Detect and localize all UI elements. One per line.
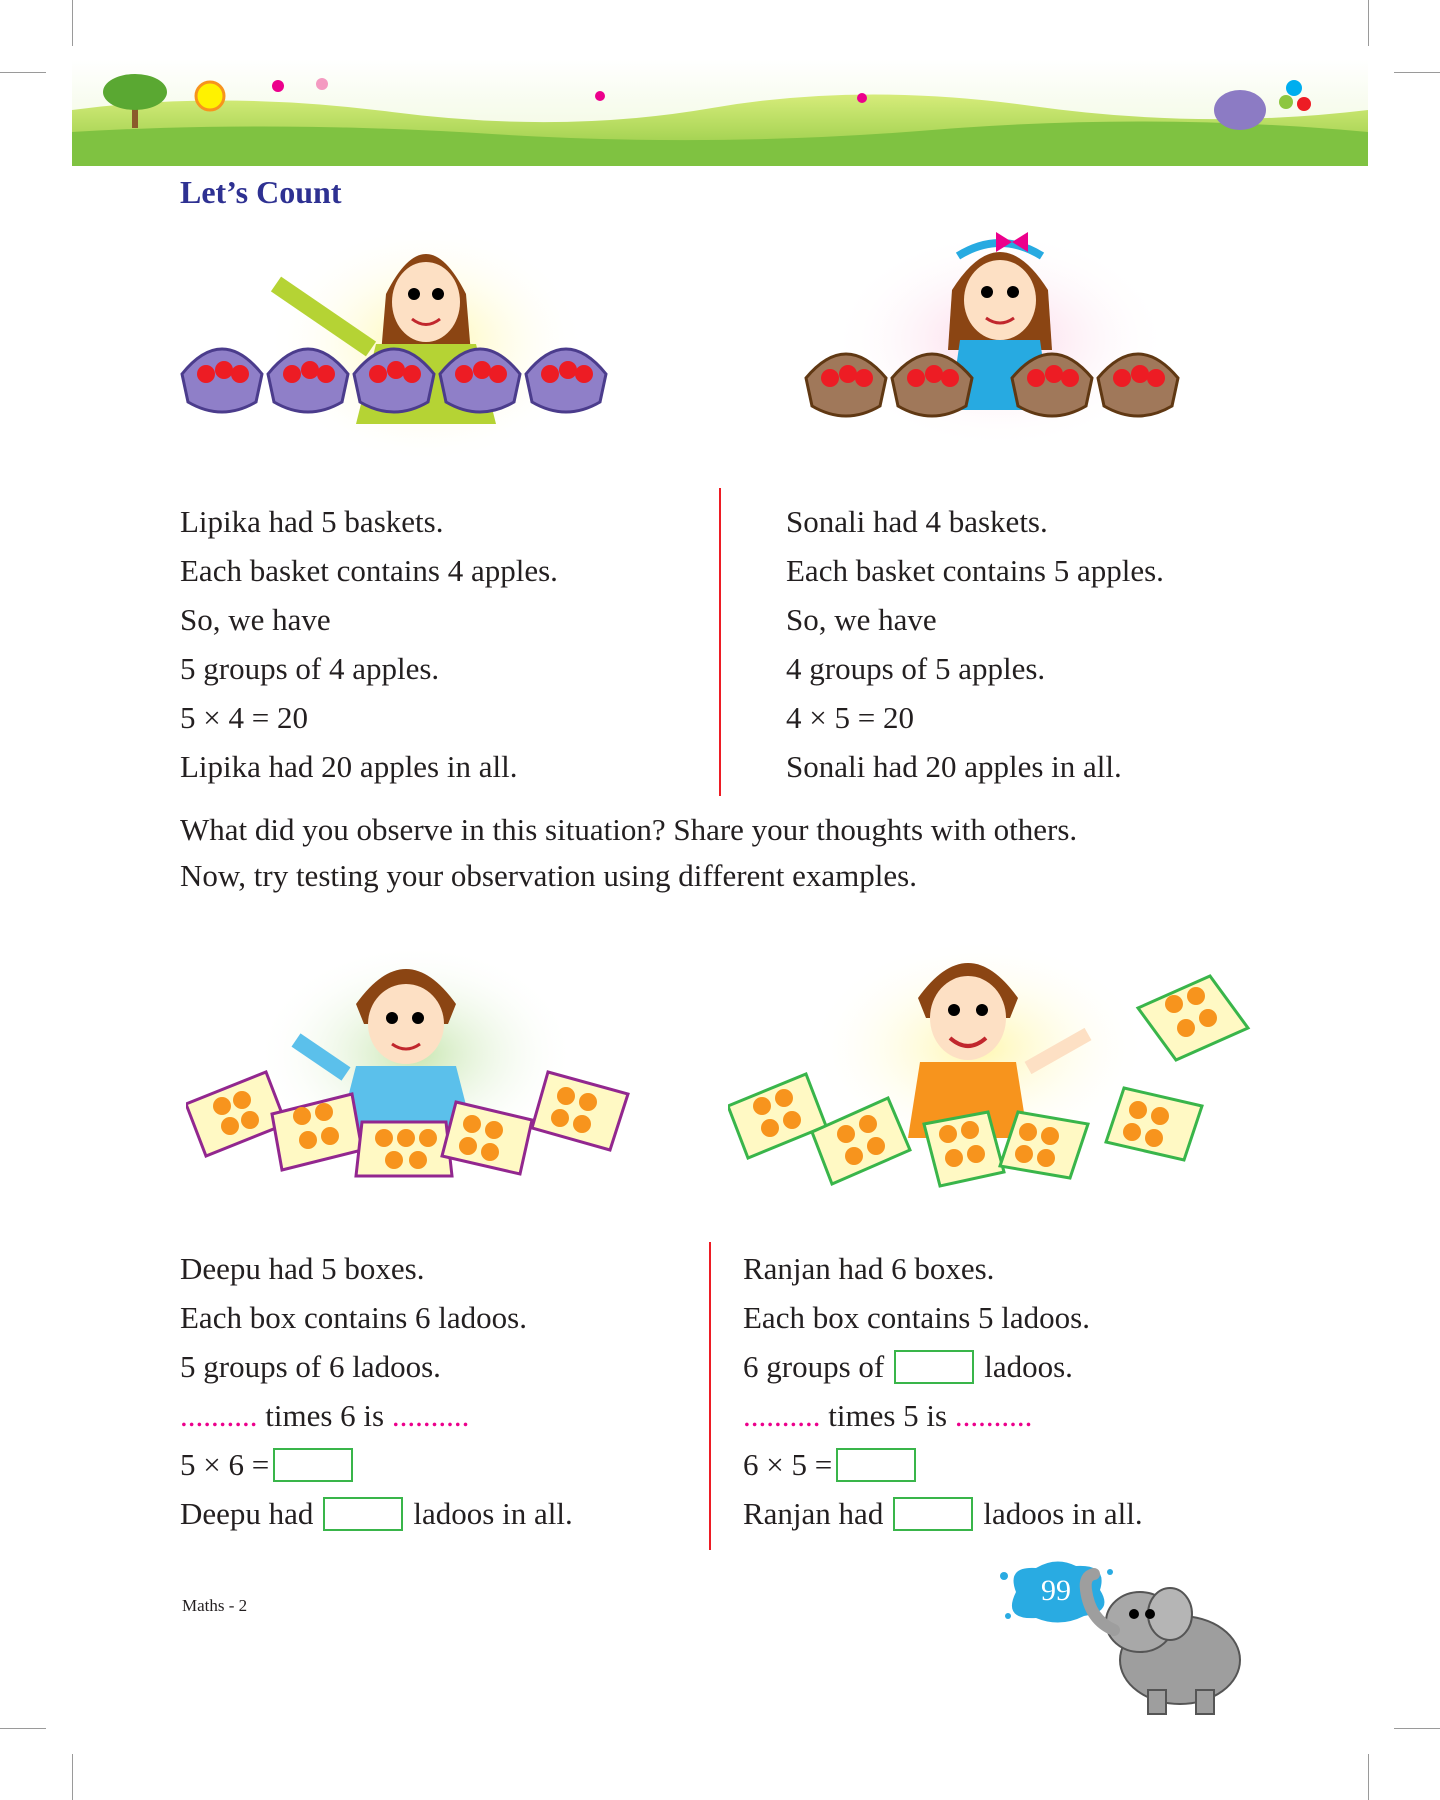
- text-line: 5 × 4 = 20: [180, 700, 308, 735]
- sonali-illustration: [800, 220, 1200, 484]
- column-divider: [709, 1242, 711, 1550]
- text-line: Sonali had 4 baskets.: [786, 504, 1048, 539]
- crop-mark: [72, 0, 73, 46]
- text-line: 5 groups of 4 apples.: [180, 651, 440, 686]
- deepu-text: [180, 1244, 573, 1538]
- lipika-text: [180, 497, 558, 791]
- text-fragment: ladoos in all.: [413, 1496, 573, 1531]
- crop-mark: [1394, 1728, 1440, 1729]
- elephant-icon: [1214, 90, 1266, 130]
- text-line: [743, 1440, 1143, 1489]
- fill-dots[interactable]: ..........: [180, 1398, 258, 1433]
- page-title: Let’s Count: [180, 174, 342, 210]
- answer-box[interactable]: [836, 1448, 916, 1482]
- text-line: 5 groups of 6 ladoos.: [180, 1349, 441, 1384]
- text-line: [180, 1489, 573, 1538]
- text-line: Each box contains 6 ladoos.: [180, 1300, 527, 1335]
- text-line: Lipika had 20 apples in all.: [180, 749, 518, 784]
- header-banner: [72, 60, 1368, 166]
- text-fragment: times 6 is: [257, 1398, 392, 1433]
- fill-dots[interactable]: ..........: [743, 1398, 821, 1433]
- text-line: Each basket contains 4 apples.: [180, 553, 558, 588]
- observe-line-1: What did you observe in this situation? Share your thoughts with others.: [180, 812, 1078, 847]
- text-fragment: ladoos.: [984, 1349, 1073, 1384]
- elephant-icon: [1070, 1560, 1270, 1720]
- page-number: 99: [1041, 1574, 1071, 1607]
- answer-box[interactable]: [894, 1350, 974, 1384]
- text-fragment: ladoos in all.: [983, 1496, 1143, 1531]
- lipika-illustration: [176, 224, 676, 480]
- text-line: [180, 1391, 573, 1440]
- text-fragment: 5 × 6 =: [180, 1447, 270, 1482]
- crop-mark: [0, 72, 46, 73]
- text-line: So, we have: [786, 602, 937, 637]
- text-line: Deepu had 5 boxes.: [180, 1251, 425, 1286]
- text-line: Each box contains 5 ladoos.: [743, 1300, 1090, 1335]
- answer-box[interactable]: [323, 1497, 403, 1531]
- text-fragment: Deepu had: [180, 1496, 314, 1531]
- observe-line-2: Now, try testing your observation using different examples.: [180, 858, 917, 893]
- column-divider: [719, 488, 721, 796]
- sonali-text: [786, 497, 1164, 791]
- answer-box[interactable]: [273, 1448, 353, 1482]
- crop-mark: [1368, 1754, 1369, 1800]
- text-line: Lipika had 5 baskets.: [180, 504, 444, 539]
- text-line: Ranjan had 6 boxes.: [743, 1251, 995, 1286]
- text-line: [743, 1489, 1143, 1538]
- crop-mark: [0, 1728, 46, 1729]
- text-line: Sonali had 20 apples in all.: [786, 749, 1122, 784]
- footer-label: Maths - 2: [182, 1596, 248, 1615]
- text-fragment: Ranjan had: [743, 1496, 884, 1531]
- crop-mark: [1368, 0, 1369, 46]
- answer-box[interactable]: [893, 1497, 973, 1531]
- fill-dots[interactable]: ..........: [391, 1398, 470, 1433]
- text-line: 4 groups of 5 apples.: [786, 651, 1046, 686]
- text-line: [180, 1440, 573, 1489]
- fill-dots[interactable]: ..........: [954, 1398, 1033, 1433]
- text-line: [743, 1391, 1143, 1440]
- crop-mark: [72, 1754, 73, 1800]
- ranjan-text: [743, 1244, 1143, 1538]
- text-fragment: 6 × 5 =: [743, 1447, 833, 1482]
- deepu-illustration: [186, 944, 666, 1226]
- text-fragment: 6 groups of: [743, 1349, 885, 1384]
- text-fragment: times 5 is: [820, 1398, 955, 1433]
- text-line: So, we have: [180, 602, 331, 637]
- crop-mark: [1394, 72, 1440, 73]
- sun-icon: [196, 82, 224, 110]
- ranjan-illustration: [728, 938, 1260, 1226]
- text-line: 4 × 5 = 20: [786, 700, 914, 735]
- text-line: [743, 1342, 1143, 1391]
- text-line: Each basket contains 5 apples.: [786, 553, 1164, 588]
